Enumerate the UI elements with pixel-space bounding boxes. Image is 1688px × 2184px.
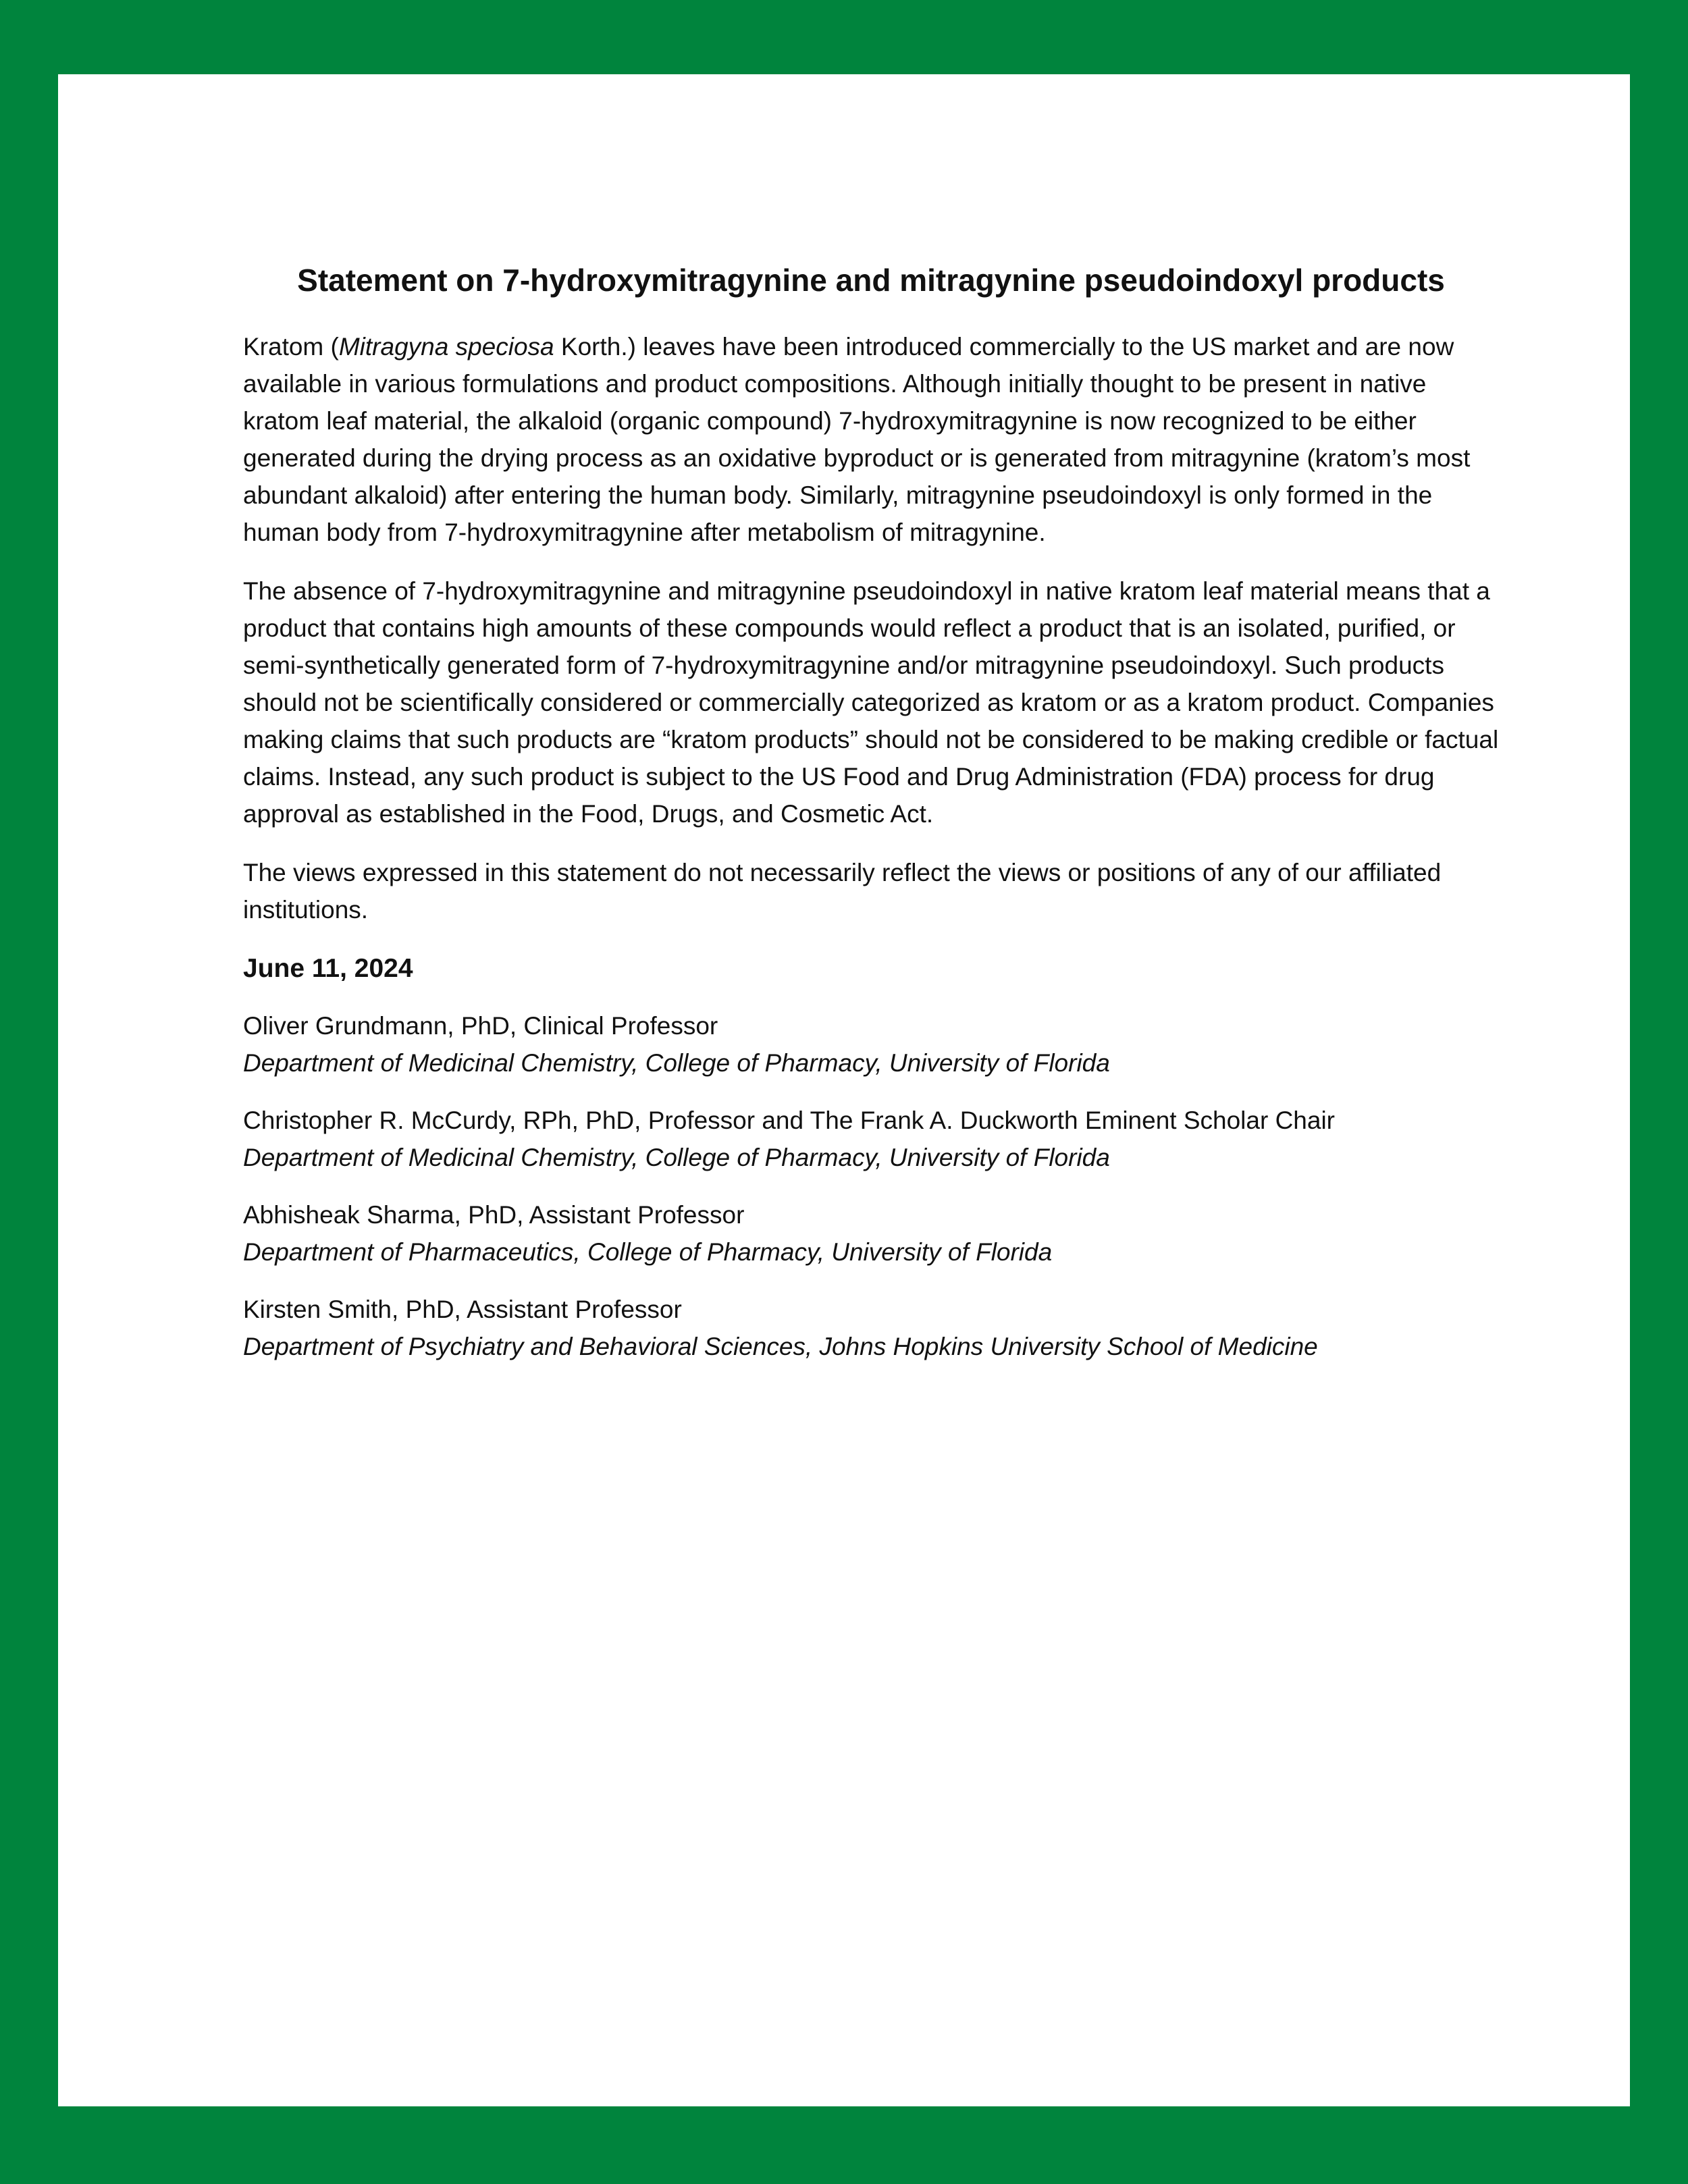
document-title: Statement on 7-hydroxymitragynine and mitragynine pseudoindoxyl products	[297, 263, 1445, 298]
author-block	[243, 1007, 1499, 1082]
paragraph-intro	[243, 328, 1499, 551]
paragraph-absence: The absence of 7-hydroxymitragynine and mitragynine pseudoindoxyl in native kratom leaf material means that a product that contains high amounts of these compounds would reflect a product that is an isolated, purified, or semi-synthetically generated form of 7-hydroxymitragynine and/or mitragynine pseudoindoxyl. Such products should not be scientifically considered or commercially categorized as kratom or as a kratom product. Companies making claims that such products are “kratom products” should not be considered to be making credible or factual claims. Instead, any such product is subject to the US Food and Drug Administration (FDA) process for drug approval as established in the Food, Drugs, and Cosmetic Act.	[243, 577, 1499, 828]
author-name: Oliver Grundmann, PhD, Clinical Professor	[243, 1012, 718, 1040]
paragraph-intro-prefix: Kratom (	[243, 333, 339, 361]
author-name: Abhisheak Sharma, PhD, Assistant Professor	[243, 1201, 745, 1229]
author-name: Kirsten Smith, PhD, Assistant Professor	[243, 1296, 682, 1323]
author-name: Christopher R. McCurdy, RPh, PhD, Professor and The Frank A. Duckworth Eminent Scholar Chair	[243, 1107, 1335, 1134]
author-block	[243, 1102, 1499, 1176]
author-affiliation: Department of Medicinal Chemistry, College of Pharmacy, University of Florida	[243, 1144, 1110, 1171]
paragraph-intro-rest: Korth.) leaves have been introduced commercially to the US market and are now available in various formulations and product compositions. Although initially thought to be present in native kratom leaf material, the alkaloid (organic compound) 7-hydroxymitragynine is now recognized to be either generated during the drying process as an oxidative byproduct or is generated from mitragynine (kratom’s most abundant alkaloid) after entering the human body. Similarly, mitragynine pseudoindoxyl is only formed in the human body from 7-hydroxymitragynine after metabolism of mitragynine.	[243, 333, 1471, 546]
statement-date: June 11, 2024	[243, 954, 413, 983]
species-name: Mitragyna speciosa	[338, 333, 554, 361]
author-block	[243, 1291, 1499, 1365]
author-affiliation: Department of Pharmaceutics, College of Pharmacy, University of Florida	[243, 1238, 1053, 1266]
author-affiliation: Department of Medicinal Chemistry, College of Pharmacy, University of Florida	[243, 1049, 1110, 1077]
document-page	[58, 74, 1630, 2106]
paragraph-disclaimer: The views expressed in this statement do not necessarily reflect the views or positions of any of our affiliated institutions.	[243, 859, 1442, 924]
document-content	[243, 257, 1499, 1385]
author-block	[243, 1196, 1499, 1271]
author-affiliation: Department of Psychiatry and Behavioral Sciences, Johns Hopkins University School of Medicine	[243, 1333, 1318, 1360]
